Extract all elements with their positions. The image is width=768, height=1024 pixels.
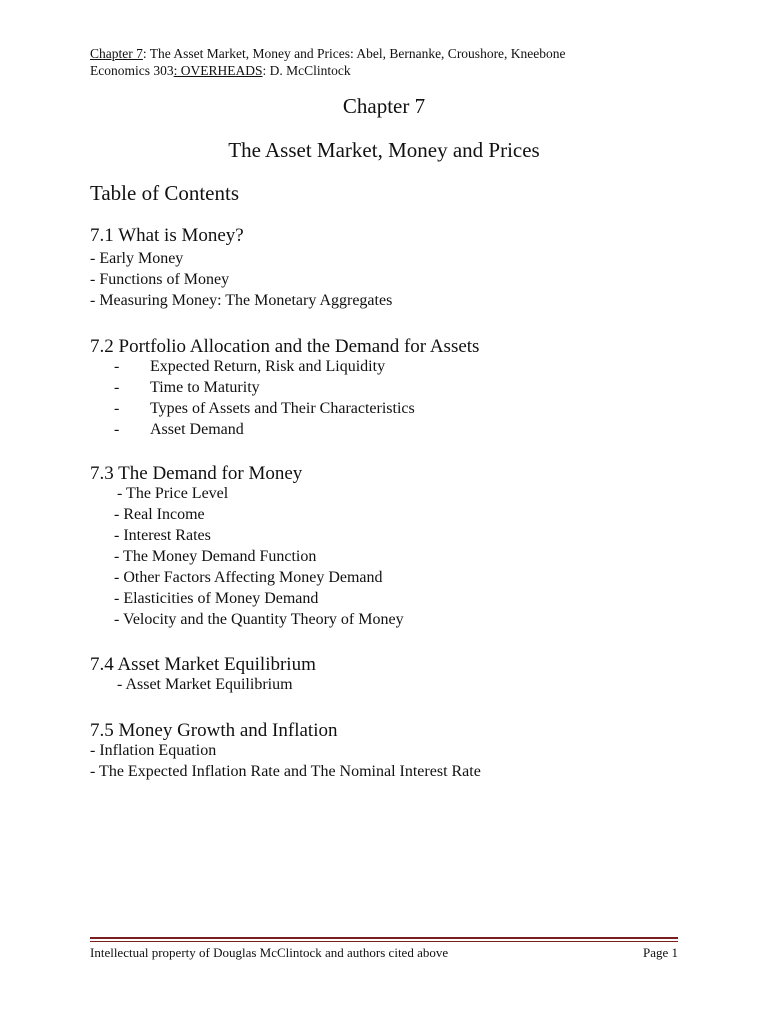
list-item: - Velocity and the Quantity Theory of Money (114, 611, 404, 628)
section-heading-7-4: 7.4 Asset Market Equilibrium (90, 654, 316, 675)
section-heading-7-3: 7.3 The Demand for Money (90, 463, 303, 484)
list-dash: - (114, 400, 120, 417)
header-chapter-link: Chapter 7 (90, 46, 143, 61)
list-item: - Real Income (114, 506, 205, 523)
list-item: - Functions of Money (90, 271, 230, 288)
chapter-heading: Chapter 7 (342, 94, 426, 118)
list-item: - The Money Demand Function (114, 548, 317, 565)
list-item: - Asset Market Equilibrium (117, 676, 293, 693)
section-heading-7-1: 7.1 What is Money? (90, 225, 244, 246)
list-item: - The Expected Inflation Rate and The Nominal Interest Rate (90, 763, 481, 780)
list-item: - Measuring Money: The Monetary Aggregates (90, 292, 393, 309)
list-item-label: Asset Demand (150, 421, 244, 438)
header-book-citation: : The Asset Market, Money and Prices: Abel, Bernanke, Croushore, Kneebone (142, 46, 566, 61)
list-item: - Elasticities of Money Demand (114, 590, 319, 607)
header-line-1 (90, 45, 566, 62)
list-item (114, 421, 244, 439)
list-item: - The Price Level (117, 485, 229, 502)
table-of-contents-heading: Table of Contents (90, 181, 239, 205)
list-item (114, 379, 260, 397)
section-heading-7-2: 7.2 Portfolio Allocation and the Demand for Assets (90, 336, 480, 357)
list-item-label: Types of Assets and Their Characteristics (150, 400, 415, 417)
list-item: - Other Factors Affecting Money Demand (114, 569, 383, 586)
running-header (90, 45, 566, 79)
chapter-title: The Asset Market, Money and Prices (228, 138, 540, 162)
footer-copyright: Intellectual property of Douglas McClintock and authors cited above (90, 945, 449, 960)
list-dash: - (114, 421, 120, 438)
list-item-label: Time to Maturity (150, 379, 260, 396)
footer-divider-thick (90, 937, 678, 939)
list-item: - Early Money (90, 250, 184, 267)
list-dash: - (114, 358, 120, 375)
page-number: Page 1 (642, 945, 678, 960)
list-item: - Inflation Equation (90, 742, 217, 759)
list-dash: - (114, 379, 120, 396)
header-course: Economics 303 (90, 63, 174, 78)
section-heading-7-5: 7.5 Money Growth and Inflation (90, 720, 338, 741)
header-author: : D. McClintock (262, 63, 351, 78)
list-item (114, 400, 415, 418)
header-line-2 (90, 62, 566, 79)
list-item (114, 358, 385, 376)
header-overheads: : OVERHEADS (173, 63, 263, 78)
footer-divider-thin (90, 941, 678, 942)
list-item: - Interest Rates (114, 527, 211, 544)
list-item-label: Expected Return, Risk and Liquidity (150, 358, 386, 375)
